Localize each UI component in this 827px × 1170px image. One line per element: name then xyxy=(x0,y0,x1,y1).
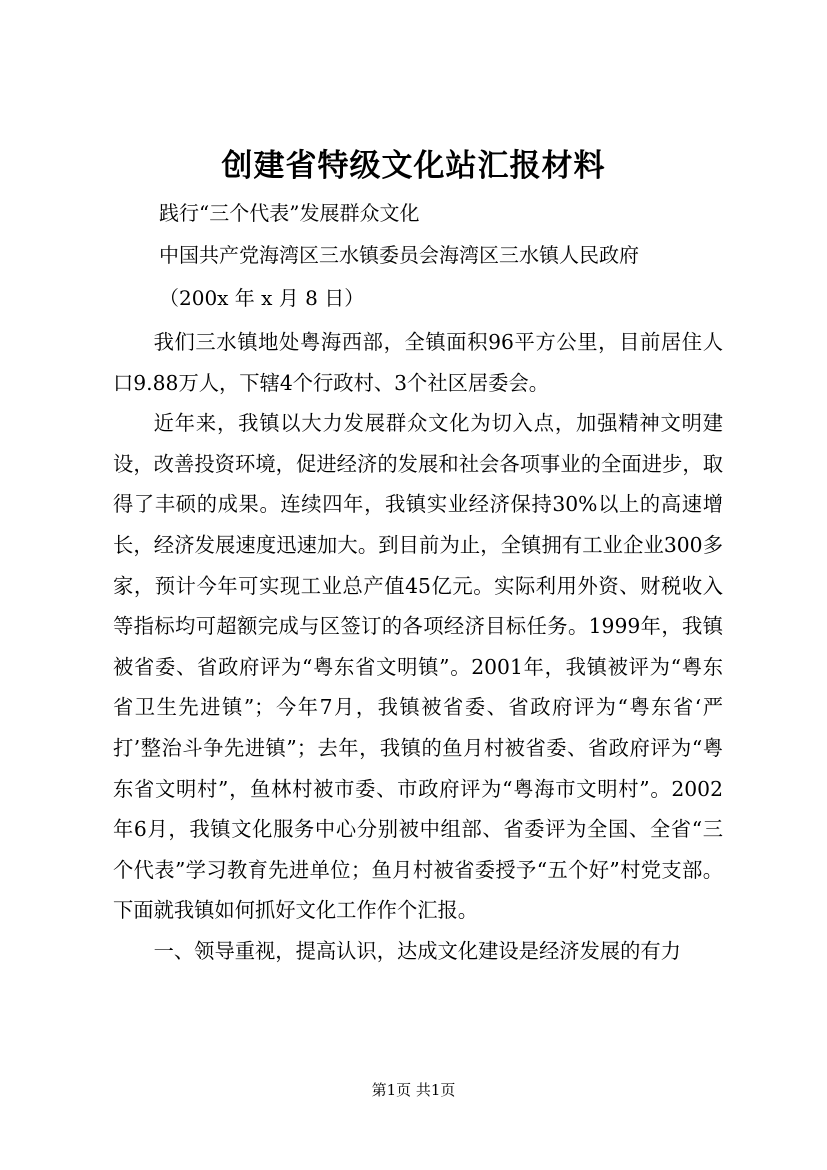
document-body xyxy=(113,322,723,972)
document-subtitle: 践行“三个代表”发展群众文化 xyxy=(159,201,420,225)
document-title: 创建省特级文化站汇报材料 xyxy=(221,148,606,184)
document-issuer: 中国共产党海湾区三水镇委员会海湾区三水镇人民政府 xyxy=(159,243,639,267)
body-paragraph: 一、领导重视，提高认识，达成文化建设是经济发展的有力 xyxy=(153,938,681,963)
document-date: （200x 年 x 月 8 日） xyxy=(159,286,365,310)
body-paragraph: 近年来，我镇以大力发展群众文化为切入点，加强精神文明建设，改善投资环境，促进经济的发展和社会各项事业的全面进步，取得了丰硕的成果。连续四年，我镇实业经济保持30%以上的高速增长，经济发展速度迅速加大。到目前为止，全镇拥有工业企业300多家，预计今年可实现工业总产值45亿元。实际利用外资、财税收入等指标均可超额完成与区签订的各项经济目标任务。1999年，我镇被省委、省政府评为“粤东省文明镇”。2001年，我镇被评为“粤东省卫生先进镇”；今年7月，我镇被省委、省政府评为“粤东省‘严打’整治斗争先进镇”；去年，我镇的鱼月村被省委、省政府评为“粤东省文明村”，鱼林村被市委、市政府评为“粤海市文明村”。2002年6月，我镇文化服务中心分别被中组部、省委评为全国、全省“三个代表”学习教育先进单位；鱼月村被省委授予“五个好”村党支部。下面就我镇如何抓好文化工作作个汇报。 xyxy=(113,411,723,923)
body-paragraph: 我们三水镇地处粤海西部，全镇面积96平方公里，目前居住人口9.88万人，下辖4个行政村、3个社区居委会。 xyxy=(113,330,723,395)
page-footer: 第1页 共1页 xyxy=(371,1081,456,1099)
